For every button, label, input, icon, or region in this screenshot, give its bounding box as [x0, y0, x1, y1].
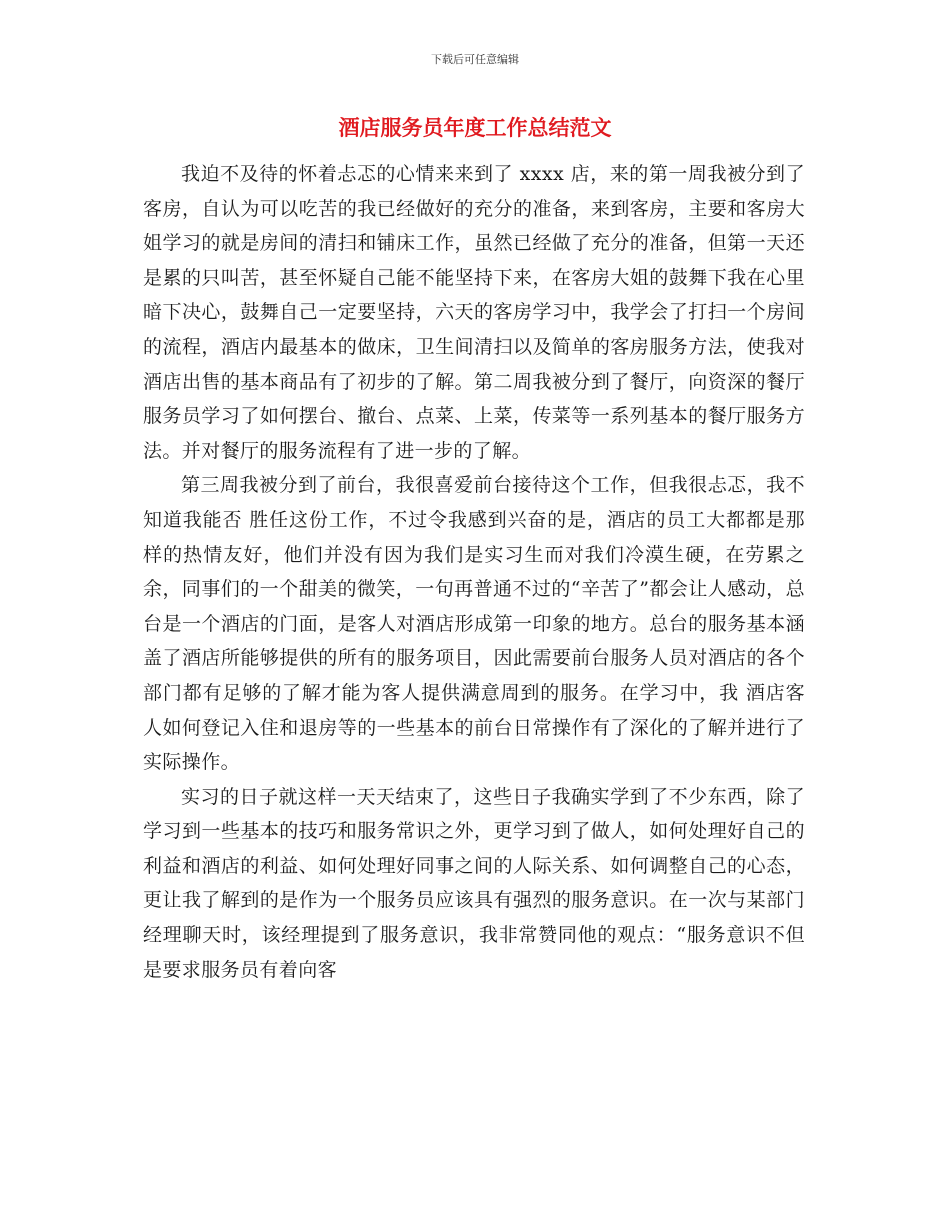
paragraph-1: 我迫不及待的怀着忐忑的心情来来到了 xxxx 店，来的第一周我被分到了客房，自认为可以吃苦的我已经做好的充分的准备，来到客房，主要和客房大姐学习的就是房间的清扫和铺床工作，虽然已经做了充分的准备，但第一天还是累的只叫苦，甚至怀疑自己能不能坚持下来，在客房大姐的鼓舞下我在心里暗下决心，鼓舞自己一定要坚持，六天的客房学习中，我学会了打扫一个房间的流程，酒店内最基本的做床，卫生间清扫以及简单的客房服务方法，使我对酒店出售的基本商品有了初步的了解。第二周我被分到了餐厅，向资深的餐厅服务员学习了如何摆台、撤台、点菜、上菜，传菜等一系列基本的餐厅服务方法。并对餐厅的服务流程有了进一步的了解。	[143, 163, 805, 462]
page-header-note: 下载后可任意编辑	[431, 53, 519, 66]
paragraph-3: 实习的日子就这样一天天结束了，这些日子我确实学到了不少东西，除了学习到一些基本的技巧和服务常识之外，更学习到了做人，如何处理好自己的利益和酒店的利益、如何处理好同事之间的人际关系、如何调整自己的心态，更让我了解到的是作为一个服务员应该具有强烈的服务意识。在一次与某部门经理聊天时，该经理提到了服务意识，我非常赞同他的观点：“服务意识不但是要求服务员有着向客	[143, 785, 805, 981]
document-body	[143, 157, 805, 987]
document-title: 酒店服务员年度工作总结范文	[338, 115, 612, 140]
paragraph-2: 第三周我被分到了前台，我很喜爱前台接待这个工作，但我很忐忑，我不知道我能否 胜任这份工作，不过令我感到兴奋的是，酒店的员工大都都是那样的热情友好，他们并没有因为我们是实习生而对我们冷漠生硬，在劳累之余，同事们的一个甜美的微笑，一句再普通不过的“辛苦了”都会让人感动，总台是一个酒店的门面，是客人对酒店形成第一印象的地方。总台的服务基本涵盖了酒店所能够提供的所有的服务项目，因此需要前台服务人员对酒店的各个部门都有足够的了解才能为客人提供满意周到的服务。在学习中，我 酒店客人如何登记入住和退房等的一些基本的前台日常操作有了深化的了解并进行了实际操作。	[143, 474, 805, 774]
